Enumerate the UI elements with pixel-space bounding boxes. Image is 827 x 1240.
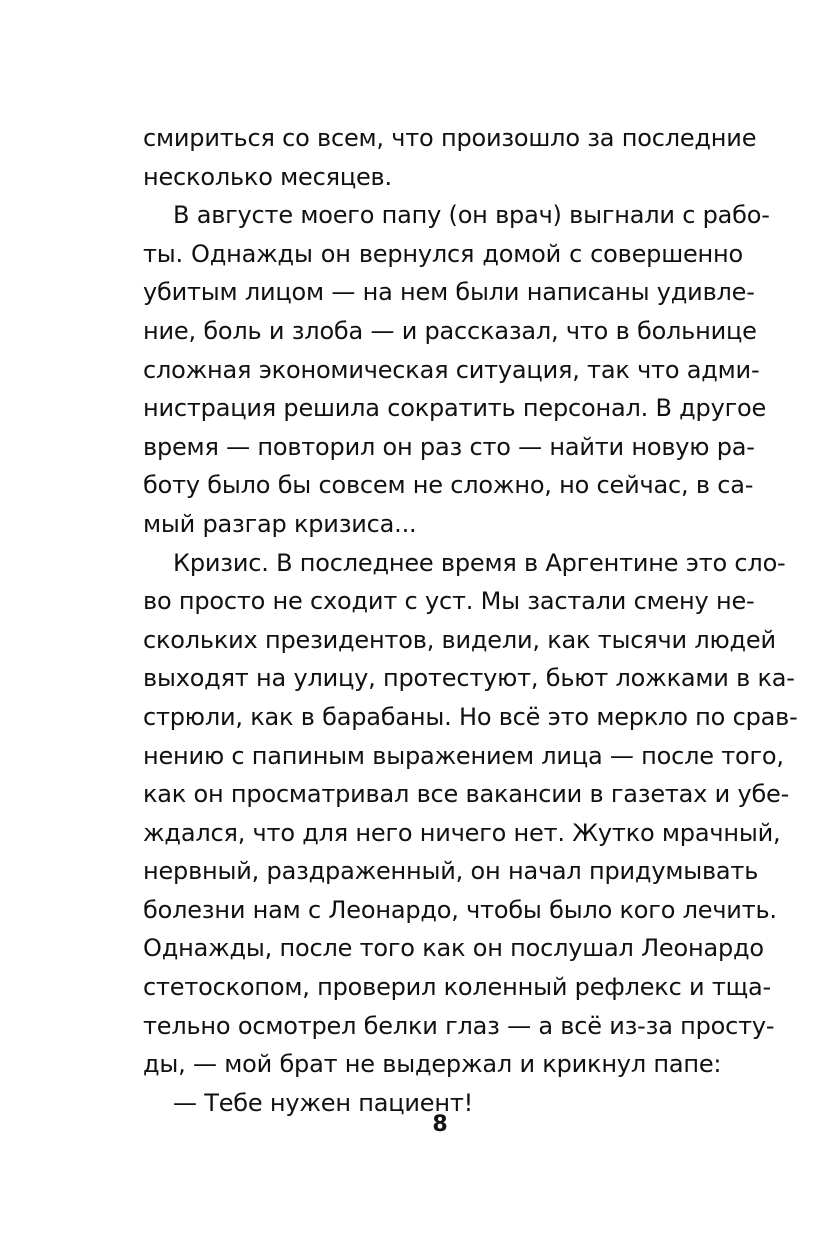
text-line: стрюли, как в барабаны. Но всё это меркло по срав-	[143, 702, 798, 731]
text-line: нению с папиным выражением лица — после того,	[143, 741, 784, 770]
text-line: нистрация решила сократить персонал. В другое	[143, 394, 767, 423]
text-line: ды, — мой брат не выдержал и крикнул папе:	[143, 1050, 722, 1079]
text-line: как он просматривал все вакансии в газетах и убе-	[143, 780, 790, 809]
text-line: боту было бы совсем не сложно, но сейчас, в са-	[143, 471, 754, 500]
text-line: смириться со всем, что произошло за последние	[143, 124, 757, 152]
text-line: ние, боль и злоба — и рассказал, что в больнице	[143, 316, 757, 345]
text-line: убитым лицом — на нем были написаны удивле-	[143, 278, 755, 307]
dialogue-line: — Тебе нужен пациент!	[173, 1088, 474, 1117]
body-text	[143, 119, 798, 1122]
text-line: болезни нам с Леонардо, чтобы было кого лечить.	[143, 895, 777, 924]
text-line: сложная экономическая ситуация, так что адми-	[143, 355, 760, 384]
text-line: Однажды, после того как он послушал Леонардо	[143, 934, 764, 963]
text-line: Кризис. В последнее время в Аргентине это сло-	[173, 548, 786, 577]
text-line: время — повторил он раз сто — найти новую ра-	[143, 432, 755, 461]
text-line: несколько месяцев.	[143, 162, 392, 191]
text-line: мый разгар кризиса...	[143, 509, 417, 538]
text-line: тельно осмотрел белки глаз — а всё из-за просту-	[143, 1011, 775, 1040]
page-number: 8	[432, 1112, 448, 1137]
text-line: во просто не сходит с уст. Мы застали смену не-	[143, 587, 755, 616]
text-line: ждался, что для него ничего нет. Жутко мрачный,	[143, 818, 781, 847]
text-line: ты. Однажды он вернулся домой с совершенно	[143, 239, 743, 268]
text-line: стетоскопом, проверил коленный рефлекс и тща-	[143, 973, 772, 1002]
text-line: скольких президентов, видели, как тысячи людей	[143, 625, 776, 654]
text-line: выходят на улицу, протестуют, бьют ложками в ка-	[143, 664, 795, 693]
text-line: нервный, раздраженный, он начал придумывать	[143, 857, 759, 886]
text-line: В августе моего папу (он врач) выгнали с рабо-	[173, 201, 770, 230]
